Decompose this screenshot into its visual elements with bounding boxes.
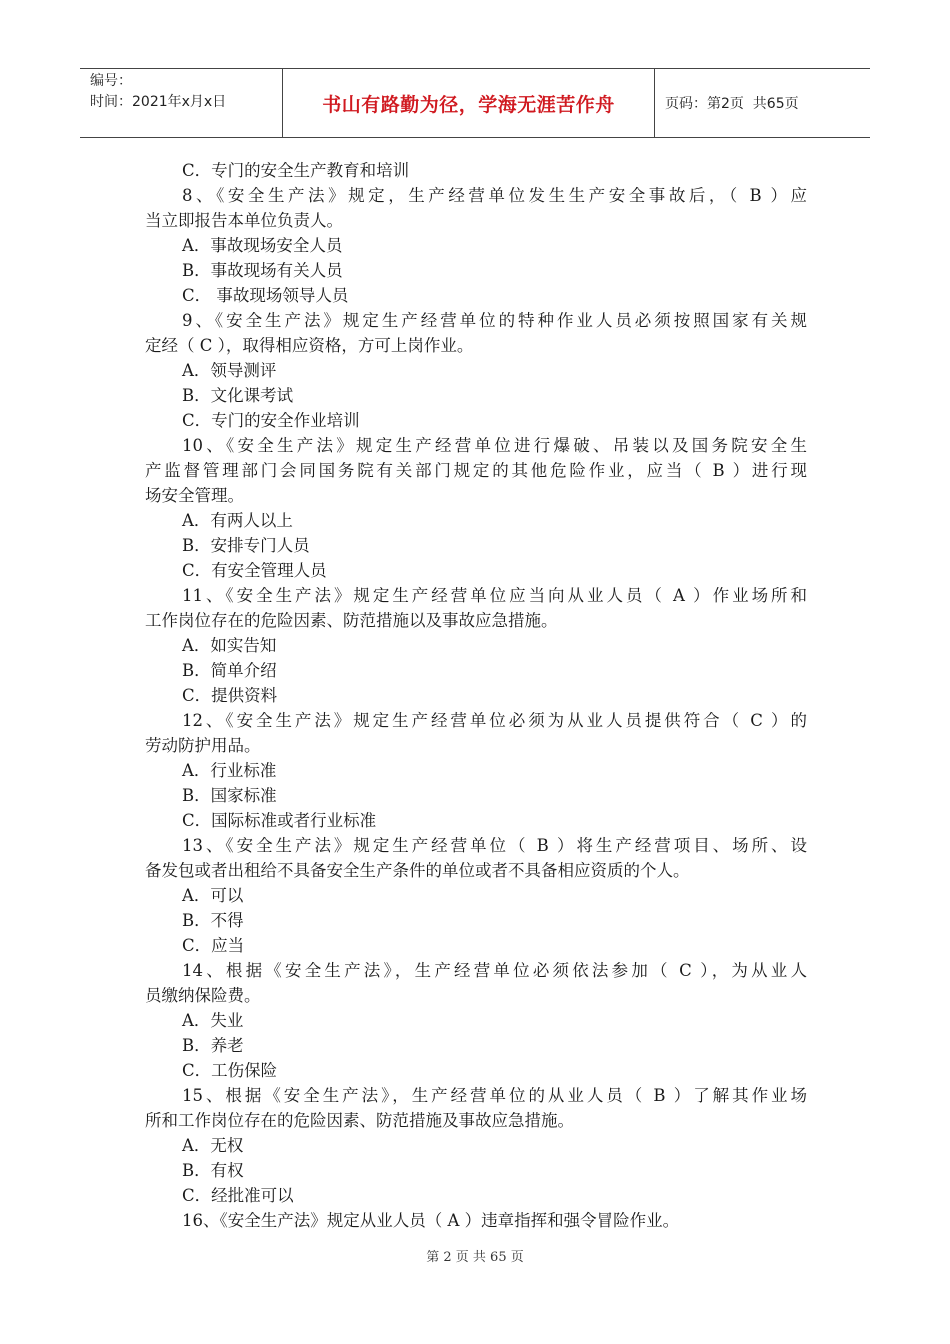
page-footer: 第 2 页 共 65 页 bbox=[426, 1250, 524, 1265]
question-line: 8、《安全生产法》规定，生产经营单位发生生产安全事故后，（ B ）应 bbox=[182, 186, 807, 205]
answer-option: B．有权 bbox=[182, 1161, 244, 1180]
answer-option: B．养老 bbox=[182, 1036, 244, 1055]
answer-option: B．国家标准 bbox=[182, 786, 277, 805]
question-line: 16、《安全生产法》规定从业人员（ A ）违章指挥和强令冒险作业。 bbox=[182, 1211, 680, 1230]
document-time-label: 时间：2021年x月x日 bbox=[90, 94, 227, 110]
question-continuation-line: 定经（ C ），取得相应资格，方可上岗作业。 bbox=[145, 336, 474, 355]
answer-option: C．应当 bbox=[182, 936, 245, 955]
question-line: 11、《安全生产法》规定生产经营单位应当向从业人员（ A ）作业场所和 bbox=[182, 586, 807, 605]
question-continuation-line: 劳动防护用品。 bbox=[145, 736, 261, 755]
answer-option: C．专门的安全作业培训 bbox=[182, 411, 360, 430]
header-meta bbox=[80, 69, 282, 137]
answer-option: C．经批准可以 bbox=[182, 1186, 294, 1205]
question-continuation-line: 工作岗位存在的危险因素、防范措施以及事故应急措施。 bbox=[145, 611, 558, 630]
question-continuation-line: 员缴纳保险费。 bbox=[145, 986, 261, 1005]
answer-option: A．有两人以上 bbox=[182, 511, 293, 530]
document-number-label: 编号： bbox=[90, 73, 132, 89]
question-line: 12、《安全生产法》规定生产经营单位必须为从业人员提供符合（ C ）的 bbox=[182, 711, 807, 730]
answer-option: A．如实告知 bbox=[182, 636, 277, 655]
question-line: 10、《安全生产法》规定生产经营单位进行爆破、吊装以及国务院安全生 bbox=[182, 436, 807, 455]
question-continuation-line: 当立即报告本单位负责人。 bbox=[145, 211, 343, 230]
answer-option: B．简单介绍 bbox=[182, 661, 277, 680]
answer-option: A．可以 bbox=[182, 886, 244, 905]
header-page-info-text: 页码：第2页 共65页 bbox=[665, 96, 799, 112]
answer-option: A．行业标准 bbox=[182, 761, 277, 780]
question-line: 9、《安全生产法》规定生产经营单位的特种作业人员必须按照国家有关规 bbox=[182, 311, 807, 330]
question-line: 14、根据《安全生产法》，生产经营单位必须依法参加（ C ），为从业人 bbox=[182, 961, 807, 980]
answer-option: A．无权 bbox=[182, 1136, 244, 1155]
answer-option: C．提供资料 bbox=[182, 686, 278, 705]
answer-option: C． 事故现场领导人员 bbox=[182, 286, 349, 305]
answer-option: A．事故现场安全人员 bbox=[182, 236, 343, 255]
answer-option: A．领导测评 bbox=[182, 361, 277, 380]
question-line: 15、根据《安全生产法》，生产经营单位的从业人员（ B ）了解其作业场 bbox=[182, 1086, 807, 1105]
question-continuation-line: 所和工作岗位存在的危险因素、防范措施及事故应急措施。 bbox=[145, 1111, 574, 1130]
answer-option: B．安排专门人员 bbox=[182, 536, 310, 555]
document-body bbox=[145, 158, 807, 1233]
answer-option: B．不得 bbox=[182, 911, 244, 930]
answer-option: C．专门的安全生产教育和培训 bbox=[182, 161, 410, 180]
answer-option: C．国际标准或者行业标准 bbox=[182, 811, 377, 830]
page-header bbox=[80, 68, 870, 138]
answer-option: C．有安全管理人员 bbox=[182, 561, 327, 580]
header-page-info bbox=[655, 69, 870, 137]
answer-option: B．事故现场有关人员 bbox=[182, 261, 343, 280]
question-continuation-line: 备发包或者出租给不具备安全生产条件的单位或者不具备相应资质的个人。 bbox=[145, 861, 690, 880]
question-line: 13、《安全生产法》规定生产经营单位（ B ）将生产经营项目、场所、设 bbox=[182, 836, 807, 855]
question-continuation-line: 场安全管理。 bbox=[145, 486, 244, 505]
answer-option: A．失业 bbox=[182, 1011, 244, 1030]
answer-option: B．文化课考试 bbox=[182, 386, 294, 405]
header-motto: 书山有路勤为径，学海无涯苦作舟 bbox=[282, 69, 655, 137]
answer-option: C．工伤保险 bbox=[182, 1061, 278, 1080]
question-continuation-line: 产监督管理部门会同国务院有关部门规定的其他危险作业，应当（ B ）进行现 bbox=[145, 461, 807, 480]
